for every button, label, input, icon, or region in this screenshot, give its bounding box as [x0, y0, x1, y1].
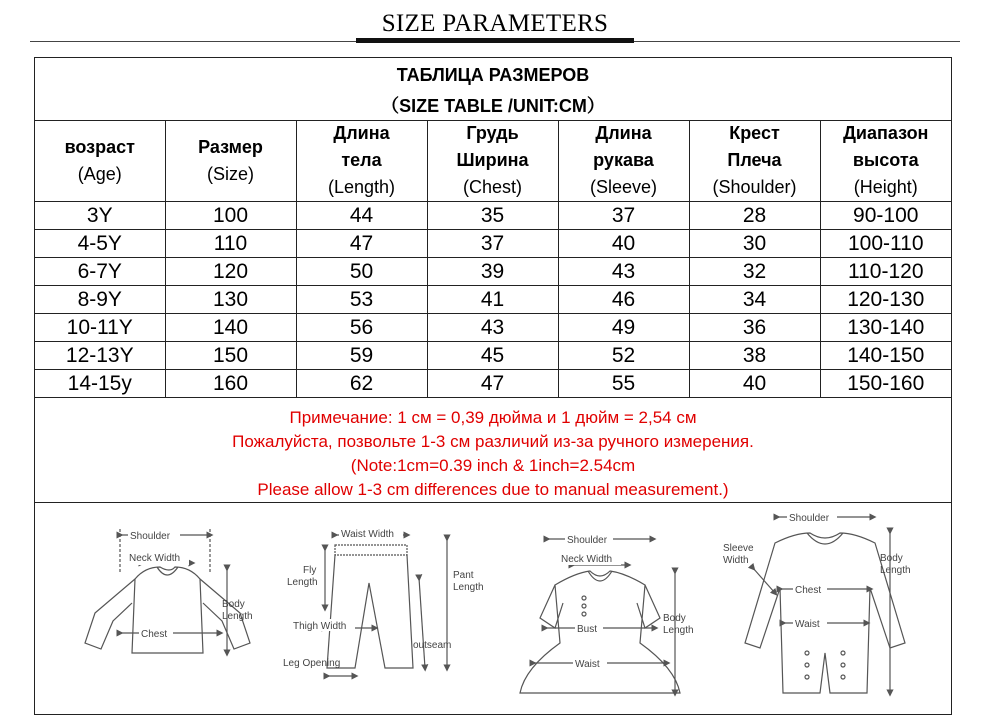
table-cell: 100 [165, 202, 296, 230]
label-romper-sleeve-width: Width [723, 555, 749, 566]
table-header-row [35, 120, 951, 202]
table-row [35, 258, 951, 286]
table-cell: 120 [165, 258, 296, 286]
column-header-shoulder: Крест Плеча (Shoulder) [689, 120, 820, 202]
table-cell: 41 [427, 286, 558, 314]
label-pants-fly: Fly [303, 565, 317, 576]
table-row [35, 202, 951, 230]
table-cell: 49 [558, 314, 689, 342]
table-cell: 12-13Y [35, 342, 165, 370]
table-cell: 30 [689, 230, 820, 258]
table-cell: 47 [296, 230, 427, 258]
table-row [35, 230, 951, 258]
table-cell: 44 [296, 202, 427, 230]
table-cell: 110-120 [820, 258, 951, 286]
column-header-age: возраст (Age) [35, 120, 165, 202]
table-cell: 100-110 [820, 230, 951, 258]
table-cell: 40 [689, 370, 820, 398]
table-title: ТАБЛИЦА РАЗМЕРОВ [396, 65, 590, 85]
table-cell: 4-5Y [35, 230, 165, 258]
table-cell: 32 [689, 258, 820, 286]
table-cell: 140-150 [820, 342, 951, 370]
table-cell: 56 [296, 314, 427, 342]
table-cell: 46 [558, 286, 689, 314]
label-sweater-shoulder: Shoulder [130, 531, 171, 542]
romper-diagram [745, 517, 905, 693]
table-cell: 45 [427, 342, 558, 370]
measurement-diagrams [35, 503, 951, 714]
table-cell: 120-130 [820, 286, 951, 314]
table-cell: 3Y [35, 202, 165, 230]
column-header-length: Длина тела (Length) [296, 120, 427, 202]
size-chart-frame [34, 57, 952, 715]
table-cell: 38 [689, 342, 820, 370]
label-pants-leg: Leg Opening [283, 658, 341, 669]
table-row [35, 314, 951, 342]
table-cell: 35 [427, 202, 558, 230]
label-romper-length: Length [880, 565, 911, 576]
label-pants-waist: Waist Width [341, 529, 394, 540]
table-cell: 160 [165, 370, 296, 398]
table-cell: 36 [689, 314, 820, 342]
table-cell: 43 [427, 314, 558, 342]
label-romper-shoulder: Shoulder [789, 513, 830, 524]
table-title-block [35, 58, 951, 121]
label-dress-neck: Neck Width [561, 554, 613, 565]
table-row [35, 342, 951, 370]
measurement-notes [35, 400, 951, 503]
table-subtitle: （SIZE TABLE /UNIT:CM） [381, 96, 605, 116]
label-pants-thigh: Thigh Width [293, 621, 347, 632]
column-header-sleeve: Длина рукава (Sleeve) [558, 120, 689, 202]
table-cell: 53 [296, 286, 427, 314]
table-cell: 34 [689, 286, 820, 314]
table-cell: 28 [689, 202, 820, 230]
table-cell: 6-7Y [35, 258, 165, 286]
table-row [35, 370, 951, 398]
table-cell: 52 [558, 342, 689, 370]
table-cell: 37 [558, 202, 689, 230]
label-romper-waist: Waist [795, 619, 820, 630]
table-cell: 55 [558, 370, 689, 398]
note-line-ru-1: Примечание: 1 см = 0,39 дюйма и 1 дюйм = 2,54 см [289, 408, 697, 427]
header [0, 0, 990, 44]
table-cell: 14-15y [35, 370, 165, 398]
page-title: SIZE PARAMETERS [381, 10, 609, 37]
label-sweater-length: Length [222, 611, 253, 622]
table-cell: 50 [296, 258, 427, 286]
table-cell: 130 [165, 286, 296, 314]
note-line-en-2: Please allow 1-3 cm differences due to manual measurement.) [257, 480, 729, 499]
table-cell: 39 [427, 258, 558, 286]
label-pants-pant-length: Length [453, 582, 484, 593]
note-line-en-1: (Note:1cm=0.39 inch & 1inch=2.54cm [350, 456, 636, 475]
header-underline-bar [356, 38, 634, 43]
table-cell: 47 [427, 370, 558, 398]
table-cell: 8-9Y [35, 286, 165, 314]
table-cell: 37 [427, 230, 558, 258]
table-cell: 40 [558, 230, 689, 258]
pants-diagram [325, 535, 447, 676]
label-romper-chest: Chest [795, 585, 822, 596]
label-sweater-neck: Neck Width [129, 553, 181, 564]
table-cell: 90-100 [820, 202, 951, 230]
table-cell: 43 [558, 258, 689, 286]
label-dress-bust: Bust [577, 624, 598, 635]
label-pants-fly-length: Length [287, 577, 318, 588]
label-dress-waist: Waist [575, 659, 600, 670]
table-cell: 59 [296, 342, 427, 370]
column-header-size: Размер (Size) [165, 120, 296, 202]
size-table [35, 120, 951, 398]
table-cell: 150 [165, 342, 296, 370]
table-cell: 130-140 [820, 314, 951, 342]
table-cell: 62 [296, 370, 427, 398]
label-dress-shoulder: Shoulder [567, 535, 608, 546]
label-dress-length: Length [663, 625, 694, 636]
table-cell: 110 [165, 230, 296, 258]
label-dress-body: Body [663, 613, 686, 624]
label-romper-sleeve: Sleeve [723, 543, 754, 554]
label-sweater-body: Body [222, 599, 245, 610]
table-cell: 140 [165, 314, 296, 342]
label-romper-body: Body [880, 553, 903, 564]
table-cell: 150-160 [820, 370, 951, 398]
diagrams-svg [35, 503, 951, 714]
table-cell: 10-11Y [35, 314, 165, 342]
note-line-ru-2: Пожалуйста, позвольте 1-3 см различий из-за ручного измерения. [232, 432, 754, 451]
table-row [35, 286, 951, 314]
label-pants-outseam: outseam [413, 640, 452, 651]
column-header-height: Диапазон высота (Height) [820, 120, 951, 202]
label-pants-pant: Pant [453, 570, 474, 581]
column-header-chest: Грудь Ширина (Chest) [427, 120, 558, 202]
label-sweater-chest: Chest [141, 629, 168, 640]
